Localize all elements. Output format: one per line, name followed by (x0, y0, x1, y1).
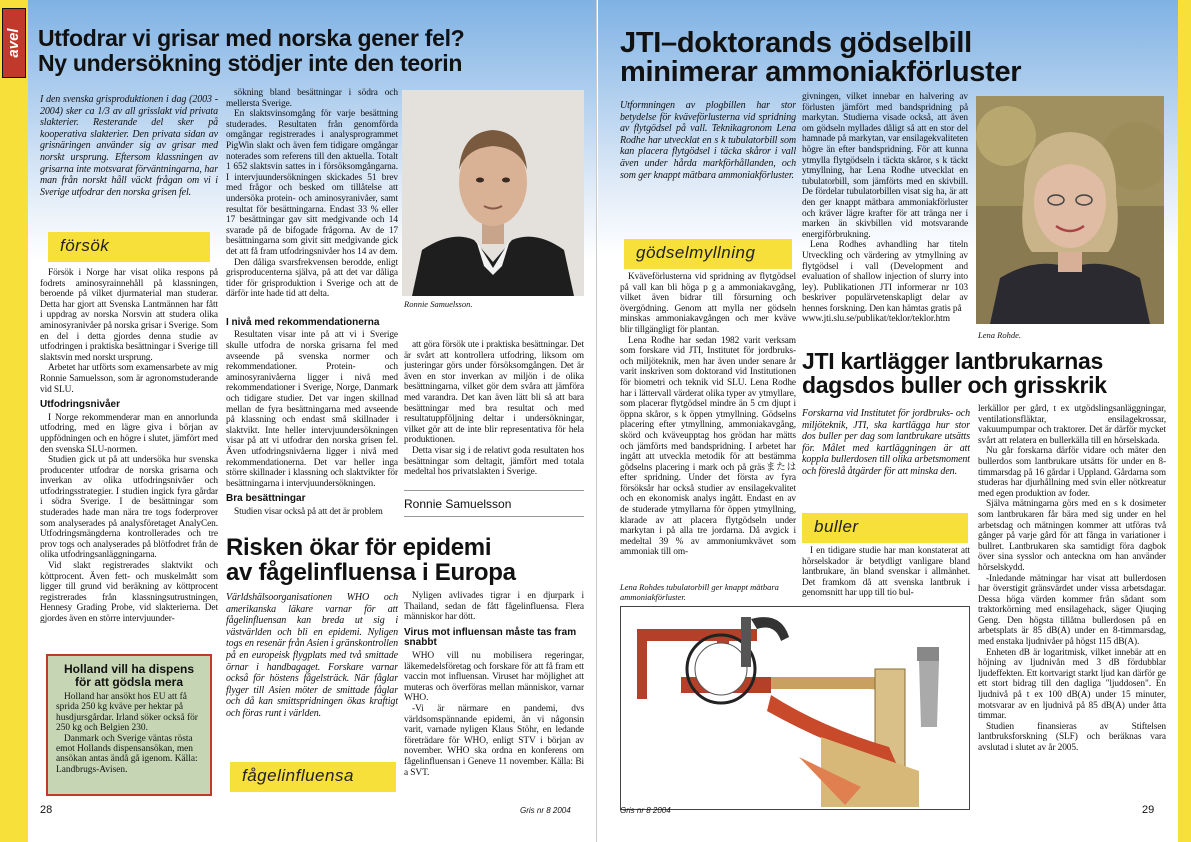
left-col2-p1: sökning bland besättningar i södra och mellersta Sverige. (226, 88, 398, 109)
noise-p4: Själva mätningarna görs med en s k dosimeter som lantbrukaren får bära med sig under en hel arbetsdag och mätningen kommer att utföras två gånger på varje gård för att fånga in variationer i bullret. Lantbrukaren ska samtidigt föra dagbok över sina sysslor och anteckna om han använder hörselskydd. (978, 499, 1166, 573)
tubulator-drawing-art (621, 607, 969, 809)
noise-p6: Enheten dB är logaritmisk, vilket innebär att en höjning av ljudnivån med 3 dB fördubblar ljudeffekten. Ett kortvarigt starkt ljud kan därför ge ett stort bidrag till den dagliga "ljuddosen". En ljudnivå på t ex 100 dB(A) under 15 minuter, motsvarar av en ljudnivå på 85 dB(A) under åtta timmar. (978, 647, 1166, 722)
tag-forsok: försök (48, 232, 210, 262)
right-footer: Gris nr 8 2004 (620, 806, 671, 815)
left-col1-p2: Arbetet har utförts som examensarbete av mig Ronnie Samuelsson, som är agronomstuderande vid SLU. (40, 363, 218, 395)
left-col2-p4: Resultaten visar inte på att vi i Sverige skulle utfodra de norska grisarna fel med avseende på svenska normer och rekommendationer. Protein- och aminosyranivåerna ligger i nivå med rekommendationer i Sverige, Norge, Danmark och tidigare studier. Det var ingen skillnad mellan de fyra besättningarna med avseende på klassning och endast små skillnader i slaktvikt. Inte heller intervjuundersökningen visar på att vi utfodrar den norska grisen fel. Även utfodringsnivåerna ligger i nivå med rekommendationerna. Det var heller inga större skillnader i klassning och slaktvikter för besättningarna i intervjuundersökningen. (226, 330, 398, 489)
noise-headline-2: dagsdos buller och grisskrik (802, 372, 1107, 398)
right-lead: Utformningen av plogbillen har stor betydelse för kväveförlusterna vid spridning av flytgödsel på vall. Teknikagronom Lena Rodhe har utvecklat en s k tubulatorbill som kan placera flytgödsel i täcka skåror i vall även under hårda markförhållanden, och som ger knappt mätbara ammoniakförluster. (620, 100, 796, 181)
byline: Ronnie Samuelsson (404, 497, 512, 511)
left-col1-p4: Studien gick ut på att undersöka hur svenska producenter utfodrar de norska grisarna och inverkan av olika utfodringsnivåer och utfodringsstrategier. I studien ingick fyra gårdar i södra Sverige. I de besättningar som studerades hade man nära tre togs foderprover som analyserades på analysföretaget AnalyCen. Utfodringsmängderna kontrollerades och tre prov togs och analyserades på blötfodret från de olika utfodringsanläggningarna. (40, 455, 218, 561)
left-lead: I den svenska grisproduktionen i dag (2003 - 2004) sker ca 1/3 av all grisslakt vid privata slakterier. Resterande del sker på kooperativa slakterier. Den privata sidan av grisnäringen använder sig av grisar med norskt ursprung. Eftersom klassningen av grisarna inte motsvarat förväntningarna, har man från norskt håll väckt frågan om vi i Sverige utfodrar den norska grisen fel. (40, 94, 218, 198)
tag-fagelinfluensa: fågelinfluensa (230, 762, 396, 792)
left-col2-h2: Bra besättningar (226, 493, 306, 505)
page-gutter (596, 0, 597, 842)
photo-lena-caption: Lena Rohde. (978, 330, 1021, 340)
right-col2 (802, 92, 968, 344)
left-page-number: 28 (40, 804, 53, 816)
left-col2-p5: Studien visar också på att det är problem (234, 506, 383, 517)
noise-headline-1: JTI kartlägger lantbrukarnas (802, 348, 1103, 374)
photo-lena (976, 96, 1164, 324)
drawing-caption: Lena Rohdes tubulatorbill ger knappt mätbara ammoniakförluster. (620, 582, 779, 602)
right-page-number: 29 (1142, 804, 1155, 816)
byline-rule (404, 490, 584, 491)
left-col2-h1: I nivå med rekommendationerna (226, 316, 380, 328)
bird-headline-2: av fågelinfluensa i Europa (226, 559, 516, 586)
photo-ronnie (402, 90, 584, 296)
photo-lena-portrait (976, 96, 1164, 324)
right-headline-1: JTI–doktorands gödselbill (620, 27, 972, 59)
bird-headline-1: Risken ökar för epidemi (226, 534, 492, 561)
right-yellow-edge (1178, 0, 1191, 842)
left-col1-p5: Vid slakt registrerades slaktvikt och köttprocent. Även fett- och muskelmått som ligger till grund vid beräkning av köttprocent registrerades från klassningsutrustningen, Hennesy Grading Probe, vid slakterierna. Det gjordes även en större intervjuunder- (40, 561, 218, 624)
bird-p1: Nyligen avlivades tigrar i en djurpark i Thailand, sedan de fått fågelinfluensa. Flera människor har dött. (404, 591, 584, 623)
bird-p3: -Vi är närmare en pandemi, dvs världsomspännande epidemi, än vi någonsin varit, varnade nyligen Klaus Stöhr, en ledande företrädare för WHO, enligt STV i början av november. WHO ska ordna en konferens om fågelinfluensan i Geneve 11 november. Källa: Bi a SVT. (404, 703, 584, 778)
holland-box-p1: Holland har ansökt hos EU att få sprida 250 kg kväve per hektar på husdjursgårdar. Irland söker också för 250 kg och Belgien 230. (56, 692, 198, 734)
right-col1-p1: Kväveförlusterna vid spridning av flytgödsel på vall kan bli höga p g a ammoniakavgång, vilket även bidrar till försurning och övergödning. Genom att mylla ner gödseln minskas ammoniakavgången och mer kväve blir tillgängligt för plantan. (620, 272, 796, 335)
holland-box-p2: Danmark och Sverige väntas rösta emot Hollands dispensansökan, men ansökan antas ändå gå igenom. Källa: Landbrugs-Avisen. (56, 733, 198, 775)
left-col1-p3: I Norge rekommenderar man en annorlunda utfodring, med en lägre giva i början av uppfödningen och en högre i slutet, jämfört med den svenska SLU-normen. (40, 412, 218, 455)
bird-h1: Virus mot influensan måste tas fram snabbt (404, 626, 577, 649)
left-col3 (404, 340, 584, 480)
left-col2-p3: Den dåliga svarsfrekvensen berodde, enligt grisproducenterna själva, på att det var dåliga tider för grisproduktion i Sverige och att de därför inte hade tid att delta. (226, 257, 398, 300)
right-col2-p1: givningen, vilket innebar en halvering av förlusten jämfört med bandspridning på markytan. Studierna visade också, att även om gödseln myllades dåligt så att en stor del hamnade på markytan, var ensilagekvaliteten högre än efter bandspridning. För att kunna ytmylla flytgödseln i täckta skåror, s k täckt ytmyllning, har Lena Rodhe utvecklat en tubulatorbill, som jämförts med en skivbill. De fördelar tubulatorbillen visat sig ha, är att den ger knappt mätbara ammoniakförluster och kräver lägre krafter för att tränga ner i marken än skivbillen vid motsvarande energiförbrukning. (802, 92, 968, 240)
bird-lead: Världshälsoorganisationen WHO och amerikanska läkare varnar för att fågelinfluensan kan breda ut sig i västvärlden och bli en epidemi. Nyligen togs en resenär från Asien i gränskontrollen på en europeisk flygplats med två smittade örnar i handbagaget. Forskare varnar också för höstens fågelsträck. När fåglar flyger till Asien möter de smittade fåglar och då kan smittspridningen ökas kraftigt och föras runt i världen. (226, 592, 398, 719)
left-col2-p2: En slaktsvinsomgång för varje besättning studerades. Resultaten från genomförda omgångar registrerades i analysprogrammet PigWin slakt och även fem tidigare omgångar noterades som referens till den aktuella. Totalt 1 652 slaktsvin sattes in i försöksomgångarna. I intervjuundersökningen skickades 51 brev med frågor och besked om tillåtelse att undersöka protein- och aminosyranivåer, samt resultat för besättningarna. Endast 33 % eller 17 besättningar gav sitt medgivande och 14 svarade på de bifogade frågorna. Av de 17 besättningarna som givit sitt medgivande gick det att få fram utfodringsnivåer hos 14 av dem. (226, 109, 398, 257)
noise-p7: Studien finansieras av Stiftelsen lantbruksforskning (SLF) och beräknas vara avslutad i slutet av år 2005. (978, 721, 1166, 753)
photo-ronnie-portrait (402, 90, 584, 296)
tubulator-drawing (620, 606, 970, 810)
left-footer: Gris nr 8 2004 (520, 806, 571, 815)
bird-p2: WHO vill nu mobilisera regeringar, läkemedelsföretag och forskare för att få fram ett vaccin mot influensan. Viruset har möjlighet att muteras och överföras mellan människor, varnar WHO. (404, 650, 584, 704)
photo-ronnie-caption: Ronnie Samuelsson. (404, 299, 473, 309)
left-col1-h1: Utfodringsnivåer (40, 399, 121, 411)
noise-lead: Forskarna vid Institutet för jordbruks- och miljöteknik, JTI, ska kartlägga hur stor dos buller per dag som lantbrukare utsätts för. Målet med kartläggningen är att koppla bullerdosen till olika arbetsmoment och föreslå åtgärder för att minska den. (802, 408, 970, 477)
right-col1-p2: Lena Rodhe har sedan 1982 varit verksam som forskare vid JTI, Institutet för jordbruks- och miljöteknik, men har även under senare år varit inskriven som doktorand vid Institutionen för biometri och teknik vid SLU. Lena Rodhe har i lättervall värderat olika typer av ytmyllare, som placerar flytgödsel mindre än 5 cm djupt i öppna skåror, s k öppen ytmyllning. Gödselns placering efter ytmyllning, ammoniakavgång, skörd och kväveupptag hos grödan har mätts och jämförts med bandspridning. I arbetet har ingått att utveckla metodik för att bestämma gödselns placering i mark och på gräsまたは efter spridning. Under det första av fyra försöksår har också studier av ensilagekvalitet och en ekonomisk analys ingått. Endast en av de studerade ytmyllarna för öppen ytmyllning, klarade av att placera flytgödseln under markytan i på alla tre jordarna. Då avgick i medeltal 39 % av ammoniumkvävet som ammoniak till om- (620, 335, 796, 558)
tag-buller: buller (802, 513, 968, 543)
left-col1-p1: Försök i Norge har visat olika respons på fodrets aminosyrainnehåll på klassningen, beroende på vilket djurmaterial man studerar. Detta har gjort att Svenska Lantmännen har fått i uppdrag av norska Norsvin att studera olika aminosyranivåer på norska grisar i Sverige. Som en del i detta gjordes denna studie av utfodringen i praktiska besättningar i Sverige till slaktsvin med norskt ursprung. (40, 268, 218, 363)
noise-p3: Nu går forskarna därför vidare och mäter den bullerdos som lantbrukare utsätts för under en 8-timmarsdag på 16 gårdar i Uppland. Gårdarna som studeras har djurhållning med svin eller nötkreatur med egen produktion av foder. (978, 446, 1166, 499)
noise-p5: -Inledande mätningar har visat att bullerdosen har överstigit gränsvärdet under vissa arbetsdagar. Dessa höga värden kommer från sådant som traktorkörning med ensilagehack, säger Qiuqing Geng. Den högsta tillåtna bullerdosen på en arbetsplats är 85 dB(A) under en 8-timmarsdag, med enstaka ljudnivåer på högst 115 dB(A). (978, 573, 1166, 648)
right-col2-p2: Lena Rodhes avhandling har titeln Utveckling och värdering av ytmyllning av flytgödsel i vall (Development and evaluation of shallow injection of slurry into ley). Publikationen JTI informerar nr 103 beskriver populärvetenskapligt delar av hennes forskning. Den kan hämtas gratis på (802, 240, 968, 314)
left-col1 (40, 268, 218, 644)
holland-box-title: Holland vill ha dispens för att gödsla mera (63, 662, 195, 689)
right-col2-url: www.jti.slu.se/publikat/teklor/teklor.htm (802, 314, 950, 325)
noise-p2: lerkällor per gård, t ex utgödslingsanläggningar, ventilationsfläktar, ensilagekrossar, vakuumpumpar och traktorer. Det är därför mycket svårt att relatera en bullerkälla till en hörselskada. (978, 404, 1166, 446)
holland-box (46, 654, 212, 796)
left-col2 (226, 88, 398, 528)
left-headline-1: Utfodrar vi grisar med norska gener fel? (38, 25, 465, 51)
left-yellow-edge (0, 0, 28, 842)
left-headline-2: Ny undersökning stödjer inte den teorin (38, 50, 463, 76)
right-headline-2: minimerar ammoniakförluster (620, 56, 1022, 88)
bird-col (404, 591, 584, 791)
left-col3-p2: Detta visar sig i de relativt goda resultaten hos besättningar som deltagit, jämfört med totala medeltal hos privatslakten i Sverige. (404, 445, 584, 478)
right-col1 (620, 272, 796, 576)
noise-p1: I en tidigare studie har man konstaterat att hörselskador är betydligt vanligare bland lantbrukare, än bland svenskar i allmänhet. Det framkom då att svenska lantbruk i genomsnitt har upp till tio bul- (802, 546, 970, 599)
section-label-text: avel (5, 28, 22, 58)
noise-col1 (802, 546, 970, 602)
noise-col2 (978, 404, 1166, 804)
tag-godselmyllning: gödselmyllning (624, 239, 792, 269)
byline-rule-bottom (404, 516, 584, 517)
left-col3-p1: att göra försök ute i praktiska besättningar. Det är svårt att kontrollera utfodring, liksom om justeringar görs under försöksomgången. Det är även en stor inverkan av miljön i de olika besättningarna, vilket gör dem svåra att jämföra med varandra. Det kan även lätt bli så att bara besättningar med bra resultat och med resultatuppföljning deltar i undersökningar, vilket gör att de inte blir representativa för hela produktionen. (404, 340, 584, 446)
